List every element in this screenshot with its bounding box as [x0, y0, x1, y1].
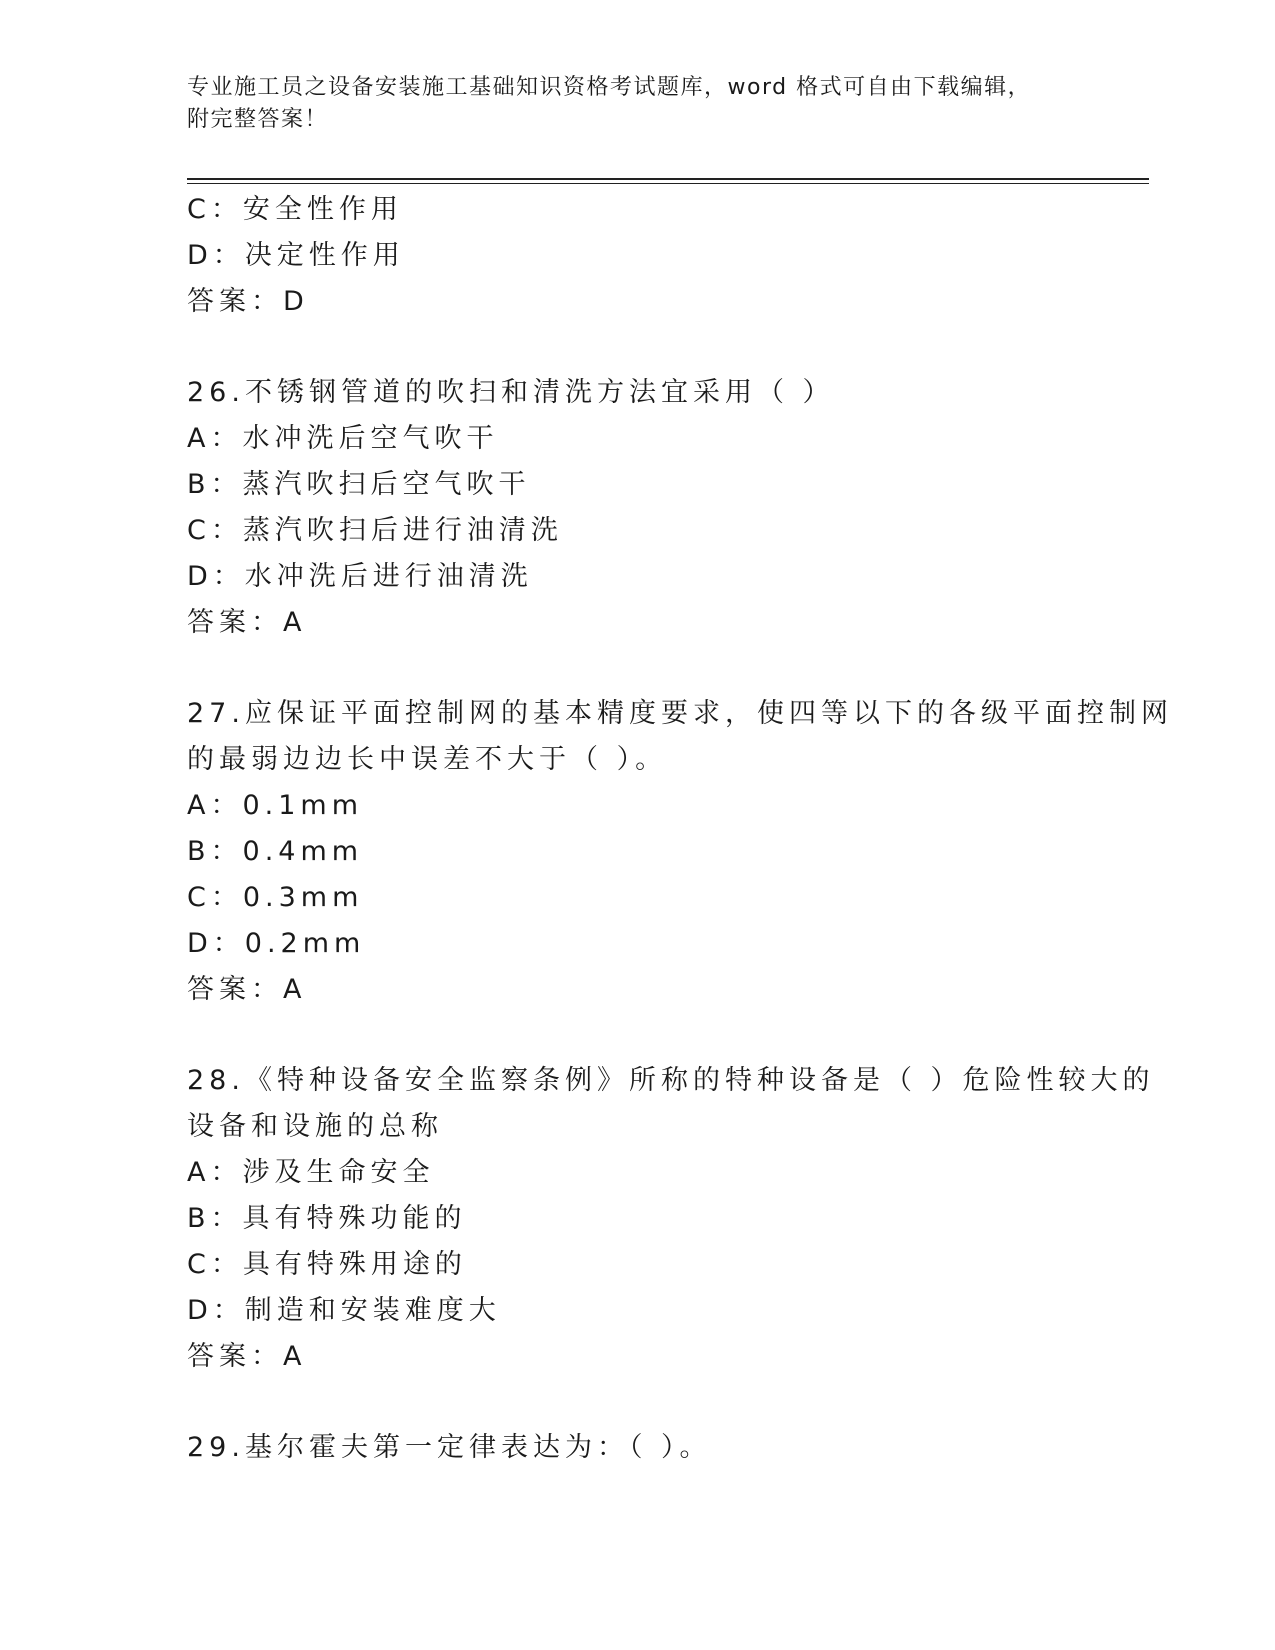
- header-divider-thin: [187, 183, 1149, 184]
- header-line-2: 附完整答案！: [187, 107, 329, 132]
- answer-line: 答案：A: [187, 1341, 307, 1372]
- answer-line: 答案：A: [187, 607, 307, 638]
- header-divider-thick: [187, 178, 1149, 180]
- option-d: D：0.2mm: [187, 928, 366, 959]
- option-a: A：水冲洗后空气吹干: [187, 423, 499, 454]
- question-26: [187, 370, 1087, 646]
- question-29: [187, 1425, 1087, 1471]
- question-28: [187, 1058, 1155, 1380]
- answer-line: 答案：D: [187, 286, 309, 317]
- option-b: B：蒸汽吹扫后空气吹干: [187, 469, 531, 500]
- option-d: D：决定性作用: [187, 240, 405, 271]
- previous-question-tail: [187, 187, 1087, 325]
- question-list: [187, 187, 1173, 1471]
- option-c: C：安全性作用: [187, 194, 403, 225]
- page-header: [187, 72, 1087, 136]
- question-27: [187, 691, 1173, 1013]
- question-text: 26.不锈钢管道的吹扫和清洗方法宜采用（ ）: [187, 377, 835, 408]
- question-text-continued: 的最弱边边长中误差不大于（ ）。: [187, 744, 668, 775]
- spacer: [187, 1013, 1087, 1058]
- option-a: A：0.1mm: [187, 790, 364, 821]
- question-text: 28.《特种设备安全监察条例》所称的特种设备是（ ）危险性较大的: [187, 1065, 1155, 1096]
- option-b: B：具有特殊功能的: [187, 1203, 467, 1234]
- question-text: 29.基尔霍夫第一定律表达为：（ ）。: [187, 1432, 712, 1463]
- question-text: 27.应保证平面控制网的基本精度要求，使四等以下的各级平面控制网: [187, 698, 1173, 729]
- spacer: [187, 646, 1087, 691]
- question-text-continued: 设备和设施的总称: [187, 1111, 443, 1142]
- option-b: B：0.4mm: [187, 836, 364, 867]
- spacer: [187, 325, 1087, 370]
- option-c: C：具有特殊用途的: [187, 1249, 467, 1280]
- answer-line: 答案：A: [187, 974, 307, 1005]
- option-c: C：蒸汽吹扫后进行油清洗: [187, 515, 563, 546]
- option-c: C：0.3mm: [187, 882, 364, 913]
- spacer: [187, 1380, 1087, 1425]
- option-d: D：水冲洗后进行油清洗: [187, 561, 533, 592]
- header-line-1: 专业施工员之设备安装施工基础知识资格考试题库，word 格式可自由下载编辑，: [187, 75, 1032, 100]
- option-d: D：制造和安装难度大: [187, 1295, 501, 1326]
- option-a: A：涉及生命安全: [187, 1157, 435, 1188]
